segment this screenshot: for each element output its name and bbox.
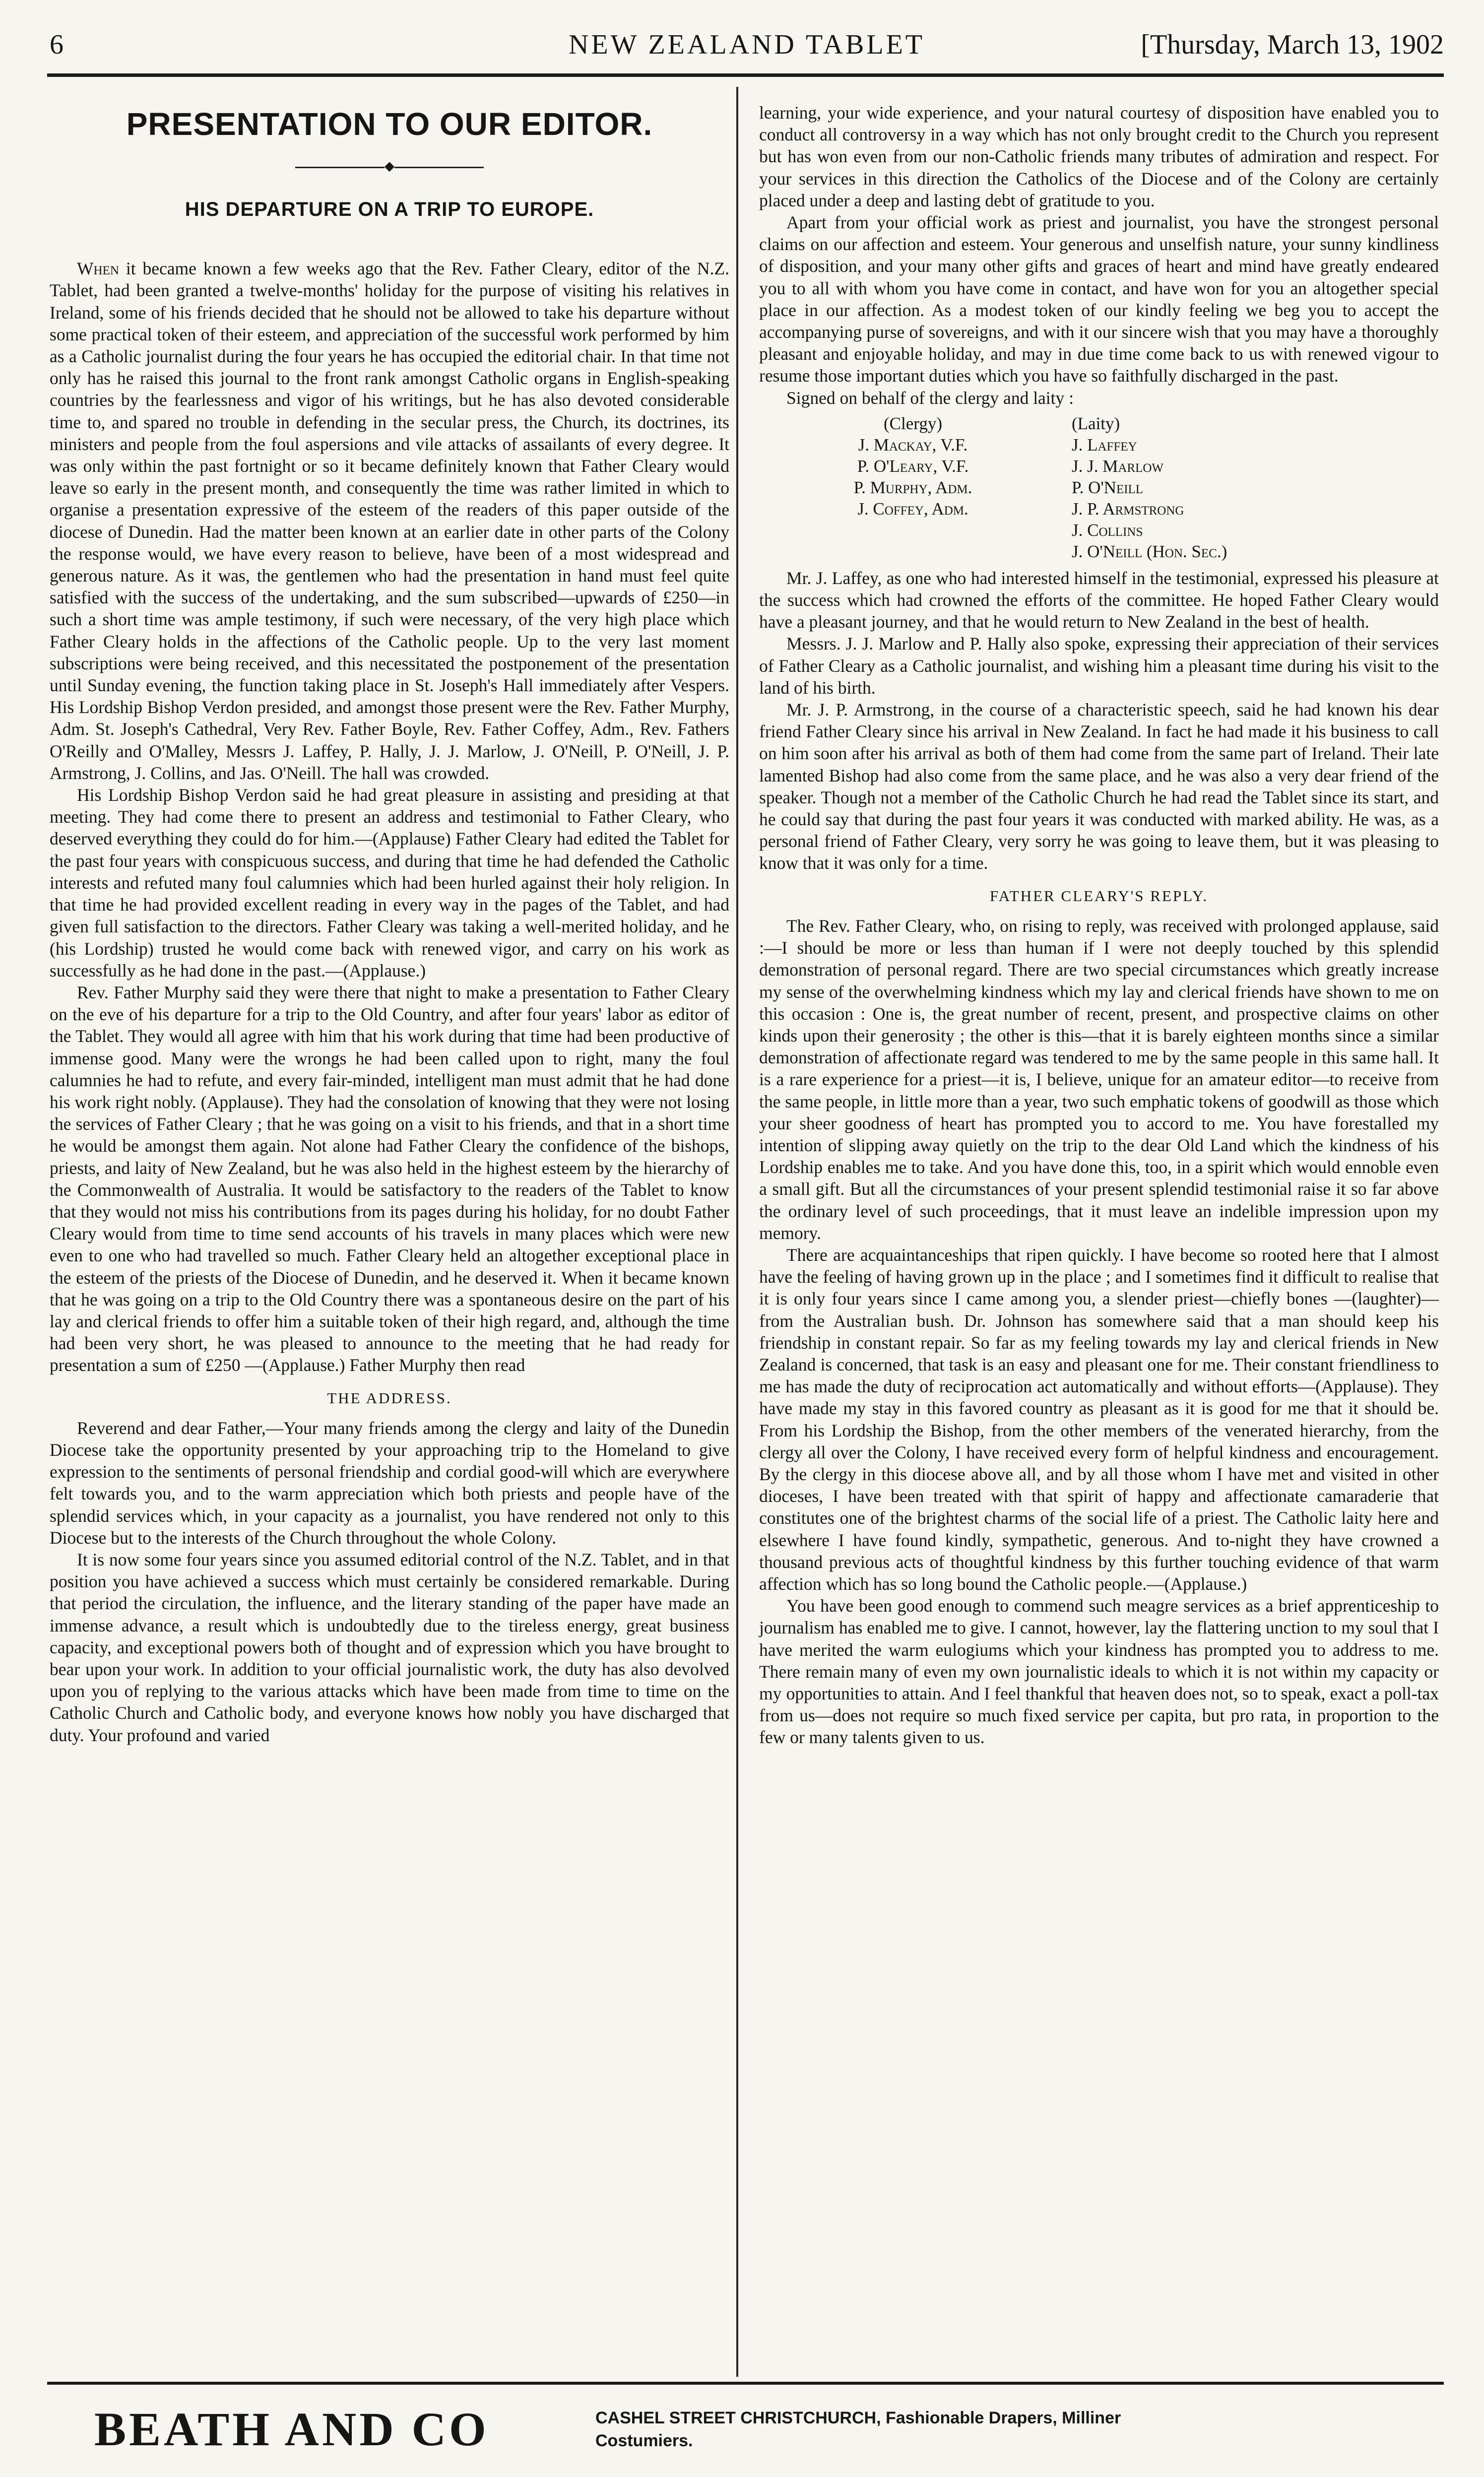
laity-heading: (Laity) bbox=[1072, 413, 1120, 433]
clergy-name: J. Coffey, Adm. bbox=[857, 499, 968, 519]
laity-name: P. O'Neill bbox=[1072, 477, 1144, 497]
address-paragraph: Reverend and dear Father,—Your many friends among the clergy and laity of the Dunedin Diocese take the opportunity presented by your approaching trip to the Homeland to give expression to the sentiments of personal friendship and cordial good-will which are everywhere felt towards you, and to the warm appreciation which both priests and people have of the splendid services which, in your capacity as a journalist, you have rendered not only to this Diocese but to the interests of the Church throughout the whole Colony. bbox=[50, 1418, 729, 1548]
newspaper-title: NEW ZEALAND TABLET bbox=[568, 29, 925, 60]
clergy-heading: (Clergy) bbox=[884, 413, 942, 433]
laity-name: J. P. Armstrong bbox=[1072, 499, 1184, 519]
ad-brand: BEATH AND CO bbox=[94, 2403, 489, 2456]
title-ornament bbox=[50, 159, 729, 174]
ad-address-line: CASHEL STREET CHRISTCHURCH, Fashionable Drapers, Milliner bbox=[595, 2409, 1121, 2427]
column-divider bbox=[736, 87, 738, 2377]
laity-name: J. O'Neill (Hon. Sec.) bbox=[1072, 541, 1227, 561]
clergy-name: P. Murphy, Adm. bbox=[853, 477, 972, 497]
address-continuation: learning, your wide experience, and your natural courtesy of disposition have enabled you to conduct all controversy in a way which has not only brought credit to the Church you represent but has won even from our non-Catholic friends many tributes of admiration and respect. For your services in this direction the Catholics of the Diocese and of the Colony are certainly placed under a deep and lasting debt of gratitude to you. bbox=[759, 103, 1439, 210]
reply-paragraph: The Rev. Father Cleary, who, on rising to reply, was received with prolonged applause, said :—I should be more or less than human if I were not deeply touched by this splendid demonstration of personal regard. There are two special circumstances which greatly increase my sense of the overwhelming kindness which my lay and clerical friends have shown to me on this occasion : One is, the great number of recent, present, and prospective claims on other kinds upon their generosity ; the other is this—that it is barely eighteen months since a similar demonstration of affectionate regard was tendered to me by the same people in this same hall. It is a rare experience for a priest—it is, I believe, unique for an amateur editor—to receive from the same people, in little more than a year, two such emphatic tokens of goodwill as those which your sheer goodness of heart has prompted you to accord to me. You have forestalled my intention of slipping away quietly on the trip to the dear Old Land which the kindness of his Lordship enables me to take. And you have done this, too, in a spirit which would ennoble even a small gift. But all the circumstances of your present splendid testimonial raise it so far above the ordinary level of such proceedings, that it must leave an indelible impression upon my memory. bbox=[759, 915, 1439, 1243]
intro-paragraph: When it became known a few weeks ago that the Rev. Father Cleary, editor of the N.Z. Tablet, had been granted a twelve-months' holiday for the purpose of visiting his relatives in Ireland, some of his friends decided that he should not be allowed to take his departure without some practical token of their esteem, and appreciation of the successful work performed by him as a Catholic journalist during the four years he has occupied the editorial chair. In that time not only has he raised this journal to the front rank amongst Catholic organs in English-speaking countries by the fearlessness and vigor of his writings, but he has also devoted considerable time to, and spared no trouble in defending in the secular press, the Church, its doctrines, its ministers and people from the foul aspersions and vile attacks of assailants of every degree. It was only within the past fortnight or so it became definitely known that Father Cleary would leave so early in the present month, and consequently the time was rather limited in which to organise a presentation expressive of the esteem of the readers of this paper outside of the diocese of Dunedin. Had the matter been known at an earlier date in other parts of the Colony the response would, we have every reason to believe, have been of a most widespread and generous nature. As it was, the gentlemen who had the presentation in hand must feel quite satisfied with the success of the undertaking, and the sum subscribed—upwards of £250—in such a short time was ample testimony, if such were necessary, of the very high place which Father Cleary holds in the affections of the Catholic people. Up to the very last moment subscriptions were being received, and this necessitated the postponement of the presentation until Sunday evening, the function taking place in St. Joseph's Hall immediately after Vespers. His Lordship Bishop Verdon presided, and amongst those present were the Rev. Father Murphy, Adm. St. Joseph's Cathedral, Very Rev. Father Boyle, Rev. Father Coffey, Adm., Rev. Fathers O'Reilly and O'Malley, Messrs J. Laffey, P. Hally, J. J. Marlow, J. O'Neill, P. O'Neill, J. P. Armstrong, J. Collins, and Jas. O'Neill. The hall was crowded. bbox=[50, 259, 729, 783]
reply-paragraph: You have been good enough to commend such meagre services as a brief apprenticeship to journalism has enabled me to give. I cannot, however, lay the flattering unction to my soul that I have merited the warm eulogiums which your kindness has prompted you to address to me. There remain many of even my own journalistic ideals to which it is not within my capacity or my opportunities to attain. And I feel thankful that heaven does not, so to speak, exact a poll-tax from us—does not require so much fixed service per capita, but pro rata, in proportion to the few or many talents given to us. bbox=[759, 1596, 1439, 1748]
signature-intro: Signed on behalf of the clergy and laity : bbox=[786, 388, 1074, 408]
advertisement bbox=[94, 2397, 1434, 2456]
marlow-hally-paragraph: Messrs. J. J. Marlow and P. Hally also spoke, expressing their appreciation of their services of Father Cleary as a Catholic journalist, and wishing him a pleasant time during his visit to the land of his birth. bbox=[759, 634, 1439, 698]
article-title: PRESENTATION TO OUR EDITOR. bbox=[126, 106, 653, 142]
laity-signatures bbox=[1067, 413, 1439, 562]
header-rule bbox=[47, 73, 1444, 77]
page-number: 6 bbox=[50, 29, 64, 60]
article-subtitle: HIS DEPARTURE ON A TRIP TO EUROPE. bbox=[185, 198, 594, 220]
diamond-ornament-icon: ◆ bbox=[385, 159, 394, 173]
issue-date: [Thursday, March 13, 1902 bbox=[1141, 29, 1444, 60]
address-heading: THE ADDRESS. bbox=[327, 1389, 452, 1407]
intro-first-word: When bbox=[77, 259, 119, 279]
left-column bbox=[50, 99, 729, 1746]
address-paragraph: Apart from your official work as priest and journalist, you have the strongest personal claims on our affection and esteem. Your generous and unselfish nature, your sunny kindliness of disposition, and your many other gifts and graces of heart and mind have greatly endeared you to all with whom you have come in contact, and have won for you an altogether special place in our affection. As a modest token of our kindly feeling we beg you to accept the accompanying purse of sovereigns, and with it our sincere wish that you may have a thoroughly pleasant and enjoyable holiday, and may in due time come back to us with renewed vigour to resume those important duties which you have so faithfully discharged in the past. bbox=[759, 212, 1439, 386]
reply-paragraph: There are acquaintanceships that ripen quickly. I have become so rooted here that I almost have the feeling of having grown up in the place ; and I sometimes find it difficult to realise that it is only four years since I came among you, a slender priest—chiefly bones —(laughter)—from the Australian bush. Dr. Johnson has somewhere said that a man should keep his friendship in constant repair. So far as my feeling towards my lay and clerical friends in New Zealand is concerned, that task is an easy and pleasant one for me. Their constant friendliness to me has made the duty of reciprocation act automatically and without efforts—(Applause). They have made my stay in this favored country as pleasant as it is good for me that it should be. From his Lordship the Bishop, from the other members of the venerated hierarchy, from the clergy all over the Colony, I have received every form of helpful kindness and encouragement. By the clergy in this diocese above all, and by all those whom I have met and visited in other dioceses, I have been treated with that spirit of happy and affectionate camaraderie that constitutes one of the brightest charms of the social life of a priest. The Catholic laity here and elsewhere I have found kindly, sympathetic, generous. And to-night they have crowned a thousand previous acts of thoughtful kindness by this further touching evidence of that warm affection which has so long bound the Catholic people.—(Applause.) bbox=[759, 1244, 1439, 1594]
murphy-speech-paragraph: Rev. Father Murphy said they were there that night to make a presentation to Father Cleary on the eve of his departure for a trip to the Old Country, and after four years' labor as editor of the Tablet. They would all agree with him that his work during that time had been productive of immense good. Many were the wrongs he had been called upon to right, many the foul calumnies he had to refute, and every fair-minded, intelligent man must admit that he had done his work right nobly. (Applause). They had the consolation of knowing that they were not losing the services of Father Cleary ; that he was going on a visit to his friends, and that in a short time he would be amongst them again. Not alone had Father Cleary the confidence of the bishops, priests, and laity of New Zealand, but he was also held in the highest esteem by the hierarchy of the Commonwealth of Australia. It would be satisfactory to the readers of the Tablet to know that they would not miss his contributions from its pages during his holiday, for no doubt Father Cleary would from time to time send accounts of his travels in many places which were new even to one who had travelled so much. Father Cleary held an altogether exceptional place in the esteem of the priests of the Diocese of Dunedin, and he deserved it. When it became known that he was going on a trip to the Old Country there was a spontaneous desire on the part of his lay and clerical friends to offer him a suitable token of their high regard, and, although the time had been very short, he was pleased to announce to the meeting that he had ready for presentation a sum of £250 —(Applause.) Father Murphy then read bbox=[50, 982, 729, 1375]
laity-name: J. Collins bbox=[1072, 520, 1143, 540]
bishop-speech-paragraph: His Lordship Bishop Verdon said he had great pleasure in assisting and presiding at that meeting. They had come there to present an address and testimonial to Father Cleary, who deserved everything they could do for him.—(Applause) Father Cleary had edited the Tablet for the past four years with conspicuous success, and during that time he had defended the Catholic interests and refuted many foul calumnies which had been hurled against their holy religion. In that time he had provided excellent reading in every way in the pages of the Tablet, and had given full satisfaction to the directors. Father Cleary was taking a well-merited holiday, and he (his Lordship) trusted he would come back with renewed vigor, and carry on his work as successfully as he had done in the past.—(Applause.) bbox=[50, 785, 729, 980]
ad-address-line: Costumiers. bbox=[595, 2431, 693, 2450]
laffey-paragraph: Mr. J. Laffey, as one who had interested himself in the testimonial, expressed his pleasure at the success which had crowned the efforts of the committee. He hoped Father Cleary would have a pleasant journey, and that he would return to New Zealand in the best of health. bbox=[759, 568, 1439, 632]
ad-address bbox=[595, 2407, 1439, 2452]
laity-name: J. Laffey bbox=[1072, 435, 1137, 455]
address-paragraph: It is now some four years since you assumed editorial control of the N.Z. Tablet, and in that position you have achieved a success which must certainly be considered remarkable. During that period the circulation, the influence, and the literary standing of the paper have made an immense advance, a result which is undoubtedly due to the tireless energy, great business capacity, and exceptional powers both of thought and of expression which you have brought to bear upon your work. In addition to your official journalistic work, the duty has also devolved upon you of replying to the various attacks which have been made from time to time on the Catholic Church and Catholic body, and everyone knows how nobly you have discharged that duty. Your profound and varied bbox=[50, 1549, 729, 1745]
reply-heading: FATHER CLEARY'S REPLY. bbox=[989, 887, 1209, 905]
clergy-signatures bbox=[759, 413, 1067, 562]
footer-rule bbox=[47, 2382, 1444, 2385]
clergy-name: P. O'Leary, V.F. bbox=[857, 456, 969, 476]
right-column bbox=[759, 102, 1439, 1749]
armstrong-paragraph: Mr. J. P. Armstrong, in the course of a characteristic speech, said he had known his dear friend Father Cleary since his arrival in New Zealand. In fact he had made it his business to call on him soon after his arrival as both of them had come from the same part of Ireland. Their late lamented Bishop had also come from the same place, and he was also a very dear friend of the speaker. Though not a member of the Catholic Church he had read the Tablet since its start, and he could say that during the past four years it was conducted with marked ability. He was, as a personal friend of Father Cleary, very sorry he was going to leave them, but it was pleasing to know that it was only for a time. bbox=[759, 700, 1439, 873]
clergy-name: J. Mackay, V.F. bbox=[858, 435, 968, 455]
signature-block bbox=[759, 413, 1439, 562]
laity-name: J. J. Marlow bbox=[1072, 456, 1164, 476]
page-header bbox=[50, 29, 1444, 68]
